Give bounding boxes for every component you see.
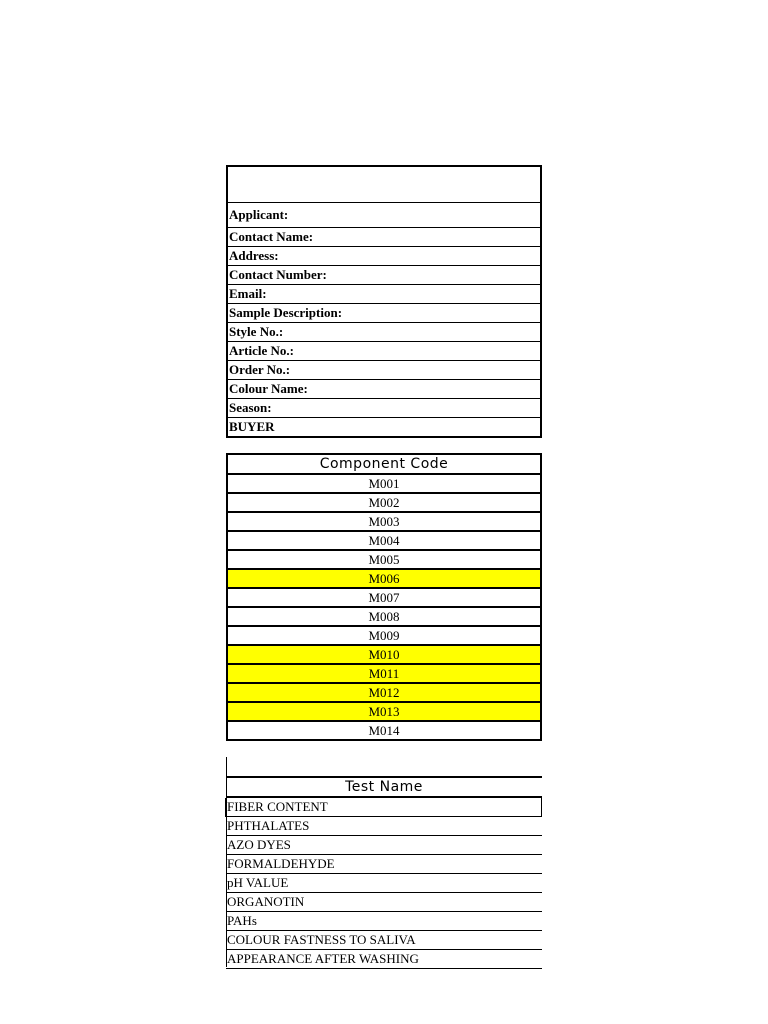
component-code-row[interactable]: M002 bbox=[228, 494, 540, 513]
component-code-row[interactable]: M005 bbox=[228, 551, 540, 570]
test-row[interactable]: PHTHALATES bbox=[226, 817, 542, 836]
field-email[interactable]: Email: bbox=[228, 285, 540, 304]
form-title-cell bbox=[228, 167, 540, 203]
field-applicant[interactable]: Applicant: bbox=[228, 203, 540, 228]
component-code-row[interactable]: M001 bbox=[228, 475, 540, 494]
field-colour-name[interactable]: Colour Name: bbox=[228, 380, 540, 399]
test-row[interactable]: ORGANOTIN bbox=[226, 893, 542, 912]
test-row[interactable]: APPEARANCE AFTER WASHING bbox=[226, 950, 542, 969]
component-code-table bbox=[226, 453, 542, 741]
component-code-row[interactable]: M004 bbox=[228, 532, 540, 551]
field-article-no[interactable]: Article No.: bbox=[228, 342, 540, 361]
component-code-row[interactable]: M009 bbox=[228, 627, 540, 646]
test-row[interactable]: AZO DYES bbox=[226, 836, 542, 855]
component-code-row[interactable]: M011 bbox=[228, 665, 540, 684]
test-row[interactable]: COLOUR FASTNESS TO SALIVA bbox=[226, 931, 542, 950]
test-name-table bbox=[226, 776, 542, 969]
field-contact-number[interactable]: Contact Number: bbox=[228, 266, 540, 285]
test-name-header: Test Name bbox=[226, 778, 542, 798]
field-buyer[interactable]: BUYER bbox=[229, 419, 275, 434]
test-row[interactable]: pH VALUE bbox=[226, 874, 542, 893]
field-sample-description[interactable]: Sample Description: bbox=[228, 304, 540, 323]
component-code-row[interactable]: M010 bbox=[228, 646, 540, 665]
test-row[interactable]: FORMALDEHYDE bbox=[226, 855, 542, 874]
field-order-no[interactable]: Order No.: bbox=[228, 361, 540, 380]
test-row[interactable]: FIBER CONTENT bbox=[225, 798, 542, 817]
field-season[interactable]: Season: bbox=[228, 399, 540, 418]
applicant-info-table bbox=[226, 165, 542, 438]
component-code-row[interactable]: M008 bbox=[228, 608, 540, 627]
component-code-row[interactable]: M003 bbox=[228, 513, 540, 532]
component-code-row[interactable]: M006 bbox=[228, 570, 540, 589]
field-style-no[interactable]: Style No.: bbox=[228, 323, 540, 342]
field-address[interactable]: Address: bbox=[228, 247, 540, 266]
component-code-row[interactable]: M013 bbox=[228, 703, 540, 722]
component-code-row[interactable]: M012 bbox=[228, 684, 540, 703]
component-code-row[interactable]: M007 bbox=[228, 589, 540, 608]
test-row[interactable]: PAHs bbox=[226, 912, 542, 931]
field-contact-name[interactable]: Contact Name: bbox=[228, 228, 540, 247]
component-code-row[interactable]: M014 bbox=[368, 723, 400, 738]
component-code-header: Component Code bbox=[228, 455, 540, 475]
